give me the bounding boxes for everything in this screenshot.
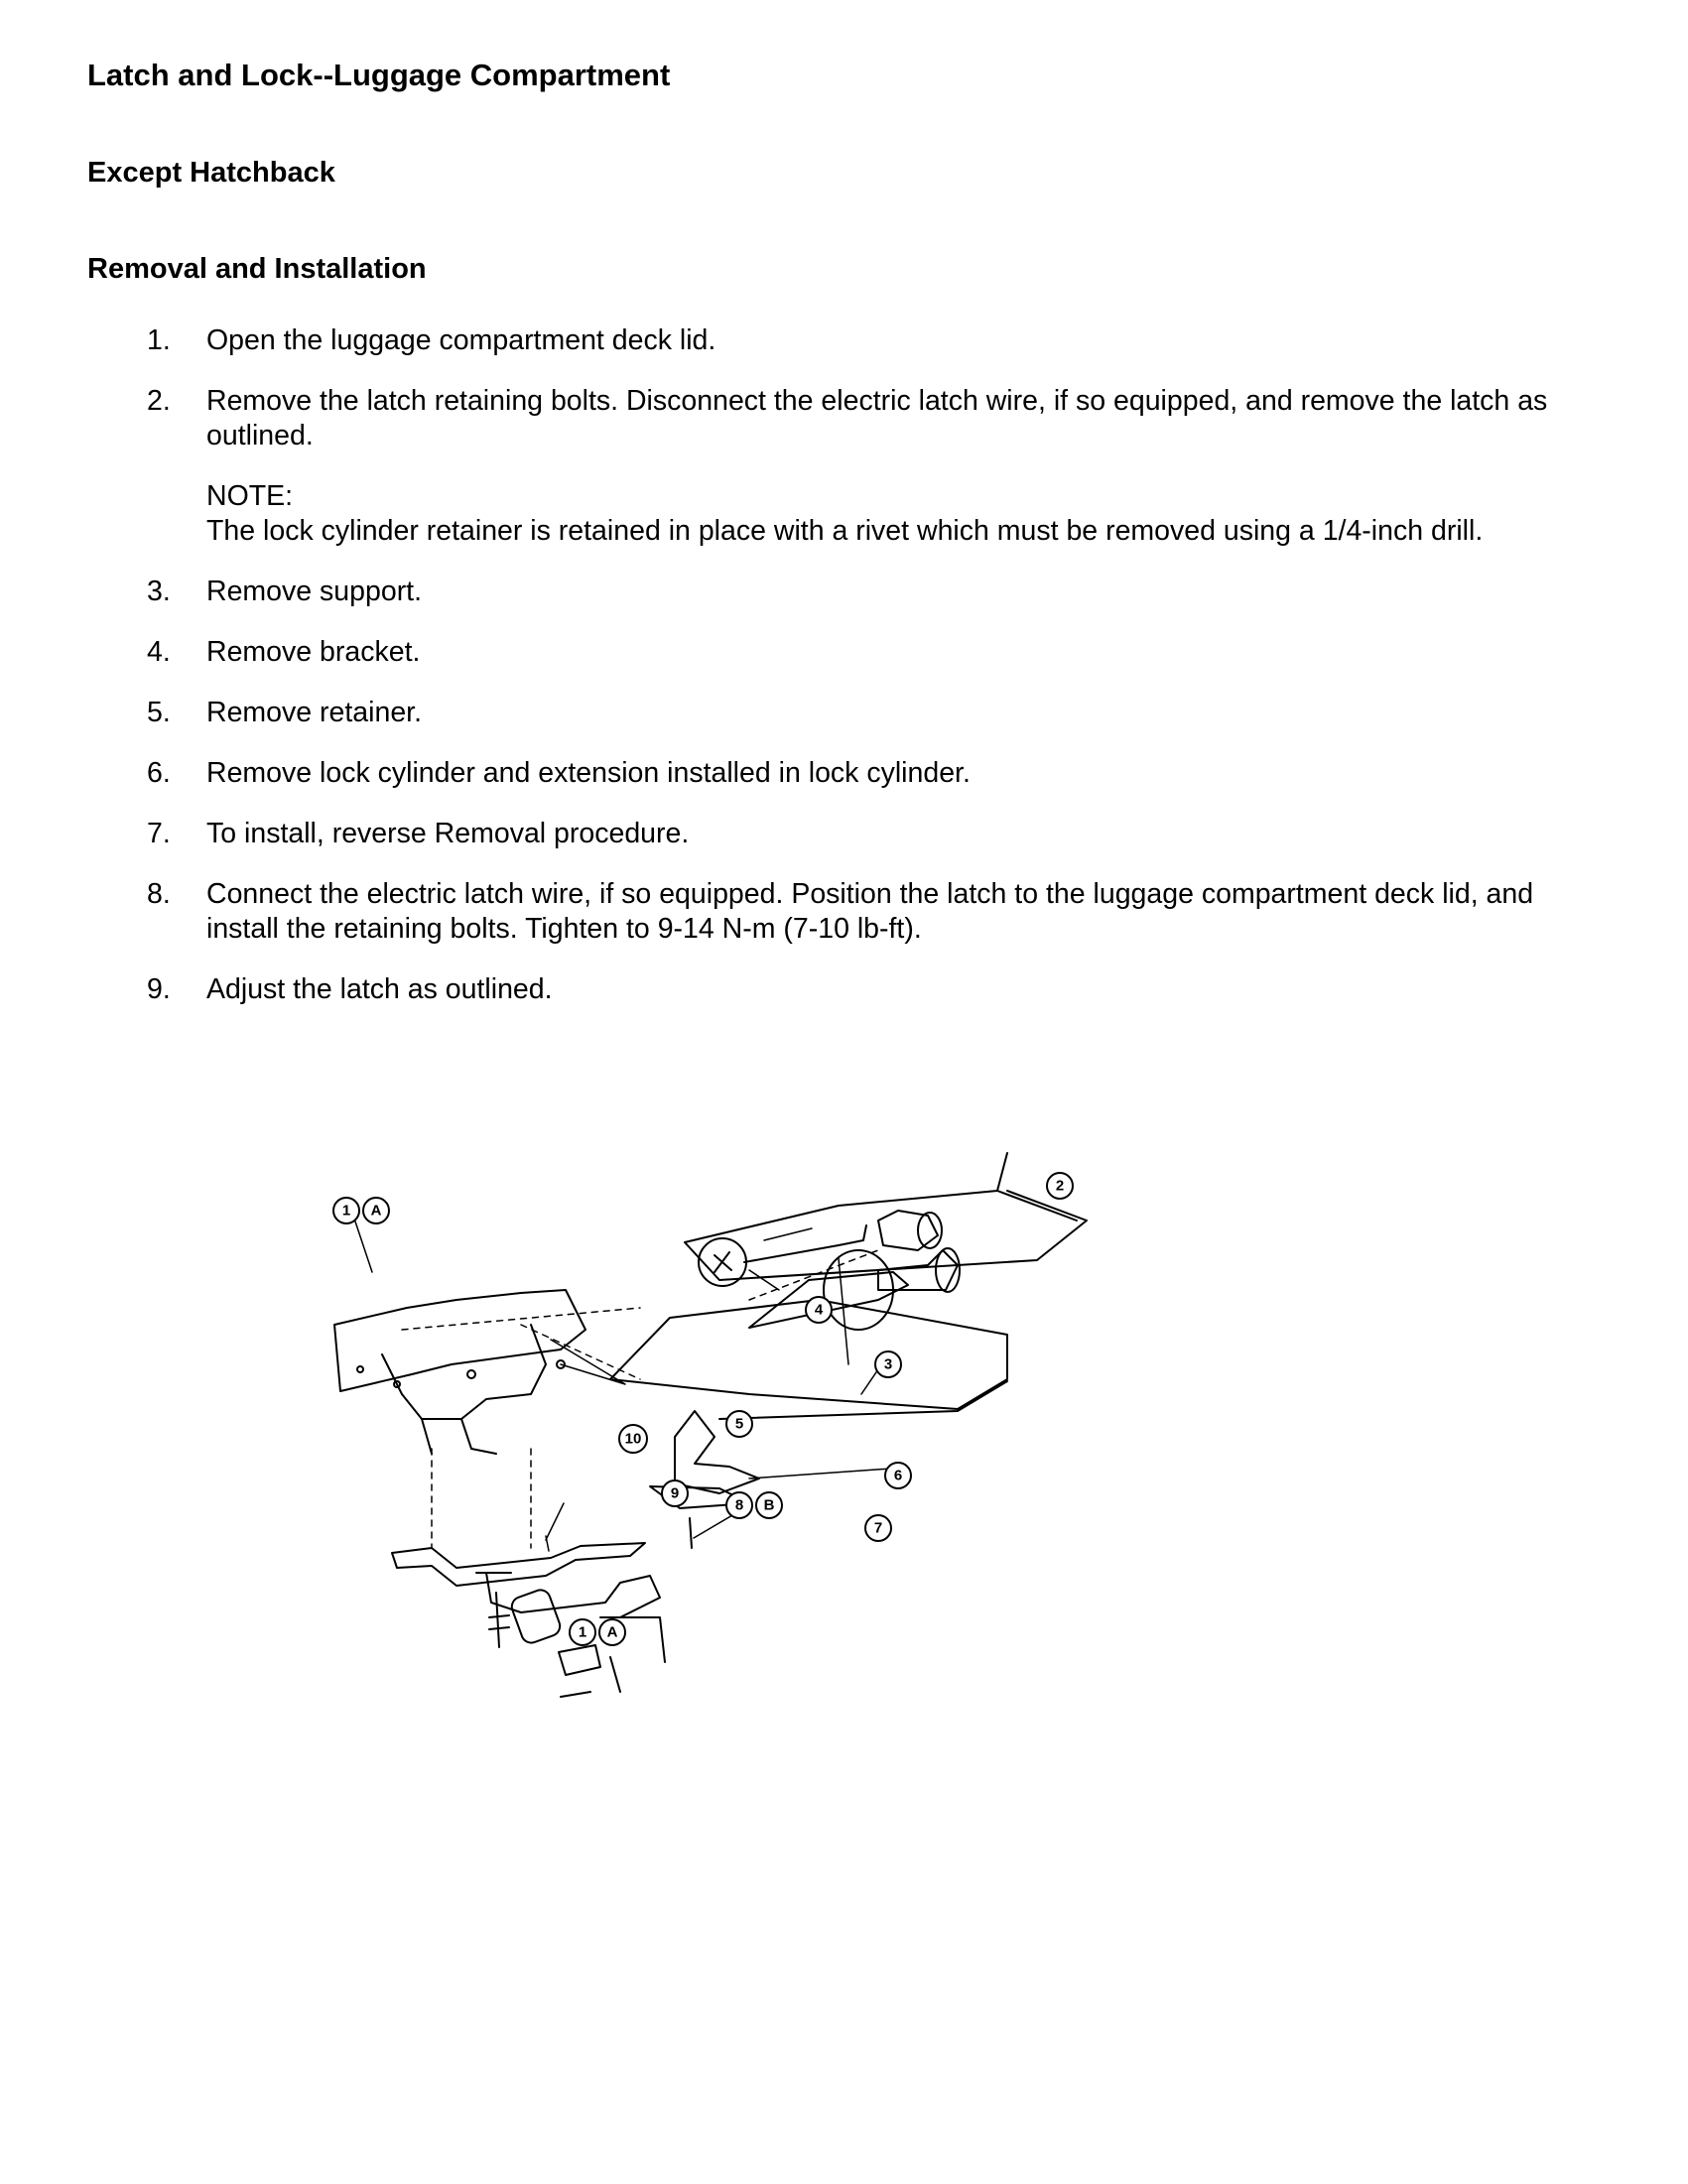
leader-lines	[354, 1219, 891, 1551]
step-text: Adjust the latch as outlined.	[206, 973, 553, 1005]
step-text: Open the luggage compartment deck lid.	[206, 324, 716, 356]
step-7	[147, 817, 1586, 851]
step-6	[147, 756, 1586, 791]
step-4	[147, 635, 1586, 670]
note-text: The lock cylinder retainer is retained in place with a rivet which must be removed using a 1/4-inch drill.	[206, 515, 1484, 547]
svg-text:8: 8	[734, 1496, 744, 1514]
svg-text:5: 5	[734, 1415, 744, 1433]
step-number: 7.	[147, 818, 171, 849]
callout-9	[662, 1480, 688, 1506]
svg-text:9: 9	[670, 1484, 680, 1502]
step-text: Remove lock cylinder and extension installed in lock cylinder.	[206, 757, 971, 789]
svg-text:6: 6	[893, 1467, 903, 1484]
step-text: Connect the electric latch wire, if so equipped. Position the latch to the luggage compartment deck lid, and install the retaining bolts. Tighten to 9-14 N-m (7-10 lb-ft).	[206, 878, 1534, 945]
step-2	[147, 384, 1586, 453]
step-3	[147, 575, 1586, 609]
step-9	[147, 972, 1586, 1007]
step-number: 6.	[147, 757, 171, 789]
svg-text:10: 10	[624, 1430, 642, 1448]
step-text: Remove retainer.	[206, 697, 423, 728]
step-8	[147, 877, 1586, 947]
callout-6	[885, 1463, 911, 1488]
svg-text:A: A	[370, 1202, 382, 1220]
support-bracket	[392, 1543, 645, 1586]
latch-lock-diagram	[323, 1151, 1275, 1727]
subsection-heading: Removal and Installation	[87, 253, 427, 285]
step-text: Remove support.	[206, 576, 423, 607]
step-number: 3.	[147, 576, 171, 607]
latch-housing	[334, 1290, 585, 1391]
svg-text:1: 1	[578, 1623, 587, 1641]
note-block	[147, 479, 1586, 549]
deck-lid-lower-edge	[719, 1381, 1007, 1419]
page-title: Latch and Lock--Luggage Compartment	[87, 58, 671, 92]
callout-10	[619, 1425, 647, 1453]
section-heading: Except Hatchback	[87, 157, 335, 189]
svg-text:1: 1	[341, 1202, 351, 1220]
svg-text:B: B	[763, 1496, 775, 1514]
callout-2	[1047, 1173, 1073, 1199]
latch-pin	[690, 1518, 692, 1548]
step-number: 1.	[147, 324, 171, 356]
step-text: To install, reverse Removal procedure.	[206, 818, 690, 849]
exploded-view-illustration	[323, 1151, 1275, 1727]
step-5	[147, 696, 1586, 730]
step-number: 9.	[147, 973, 171, 1005]
striker-assembly	[476, 1573, 665, 1662]
callout-3	[875, 1351, 901, 1377]
step-text: Remove the latch retaining bolts. Disconnect the electric latch wire, if so equipped, and remove the latch as outlined.	[206, 385, 1548, 451]
step-number: 4.	[147, 636, 171, 668]
svg-text:3: 3	[883, 1355, 893, 1373]
step-text: Remove bracket.	[206, 636, 421, 668]
lock-cylinder	[878, 1211, 938, 1250]
step-number: 2.	[147, 385, 171, 417]
svg-text:A: A	[606, 1623, 618, 1641]
step-number: 8.	[147, 878, 171, 910]
svg-text:7: 7	[873, 1519, 883, 1537]
step-1	[147, 323, 1586, 358]
callout-7	[865, 1515, 891, 1541]
callout-8b	[726, 1492, 782, 1518]
lock-rod	[744, 1225, 866, 1262]
procedure-steps	[147, 323, 1586, 1033]
svg-text:2: 2	[1055, 1177, 1065, 1195]
svg-text:4: 4	[814, 1301, 824, 1319]
callout-1a	[333, 1198, 389, 1223]
callout-1a-lower	[570, 1619, 625, 1645]
bolt-lower	[489, 1593, 509, 1647]
callout-4	[806, 1297, 832, 1323]
note-label: NOTE:	[206, 480, 294, 512]
step-number: 5.	[147, 697, 171, 728]
callout-5	[726, 1411, 752, 1437]
